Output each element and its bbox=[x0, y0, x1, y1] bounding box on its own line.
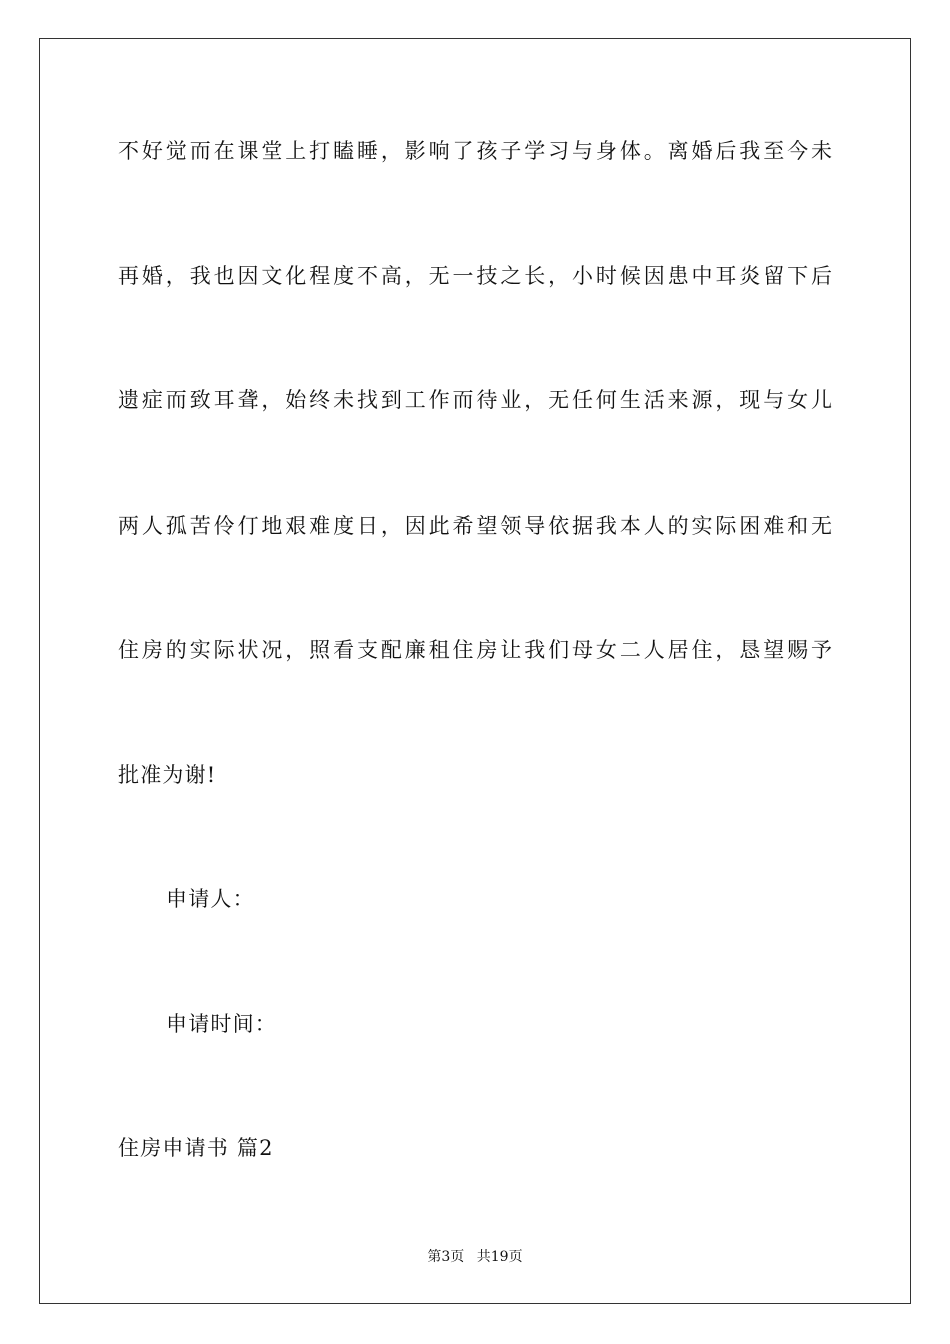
paragraph-line-5: 住房的实际状况，照看支配廉租住房让我们母女二人居住，恳望赐予 bbox=[118, 638, 832, 662]
page-border bbox=[39, 38, 911, 1304]
paragraph-line-3: 遗症而致耳聋，始终未找到工作而待业，无任何生活来源，现与女儿 bbox=[118, 388, 832, 412]
paragraph-line-6: 批准为谢! bbox=[118, 763, 217, 787]
page-number: 第3页 bbox=[427, 1249, 465, 1265]
section-heading: 住房申请书 篇2 bbox=[118, 1136, 274, 1160]
page-footer bbox=[0, 1247, 950, 1267]
applicant-label: 申请人： bbox=[166, 887, 255, 911]
paragraph-line-1: 不好觉而在课堂上打瞌睡，影响了孩子学习与身体。离婚后我至今未 bbox=[118, 139, 832, 163]
paragraph-line-2: 再婚，我也因文化程度不高，无一技之长，小时候因患中耳炎留下后 bbox=[118, 264, 832, 288]
date-label: 申请时间： bbox=[166, 1012, 277, 1036]
paragraph-line-4: 两人孤苦伶仃地艰难度日，因此希望领导依据我本人的实际困难和无 bbox=[118, 514, 832, 538]
page-total: 共19页 bbox=[476, 1249, 523, 1265]
